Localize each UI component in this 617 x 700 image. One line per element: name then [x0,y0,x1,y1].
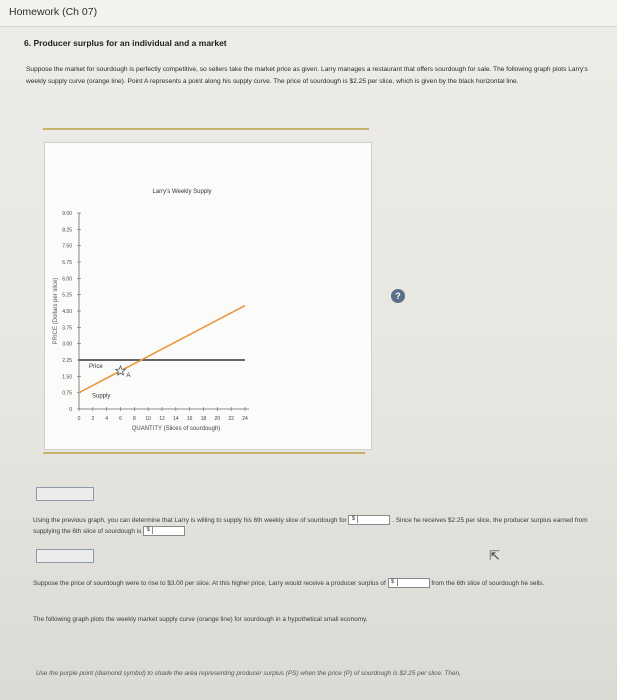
mouse-cursor-icon: ⇱ [489,548,500,563]
point-a-label: A [126,372,131,379]
y-tick-label: 3.00 [62,341,72,348]
y-tick-label: 0.75 [62,390,72,397]
y-tick-labels [62,211,81,413]
check-answer-button[interactable] [36,549,94,563]
price-label: Price [89,364,103,370]
x-tick-label: 2 [91,416,95,422]
grade-it-button[interactable] [36,487,94,501]
x-tick-label: 16 [186,416,193,422]
supply-label: Supply [92,393,111,400]
help-icon[interactable]: ? [391,289,405,303]
y-tick-label: 0 [69,407,72,413]
supply-curve[interactable] [79,306,245,393]
x-tick-label: 12 [159,416,165,422]
part1-willing-price-input[interactable]: $ [348,515,390,525]
x-tick-label: 18 [200,416,207,422]
part2-sentence-a: Suppose the price of sourdough were to rise to $3.00 per slice. At this higher price, Larry would receive a producer surplus of [33,580,386,587]
y-tick-label: 1.50 [62,374,72,381]
x-tick-label: 4 [105,416,109,422]
x-tick-label: 6 [119,416,122,422]
x-tick-label: 8 [132,416,136,422]
chart-title: Larry's Weekly Supply [152,189,212,195]
x-tick-label: 0 [77,416,81,422]
supply-chart[interactable] [45,143,371,449]
y-axis-label: PRICE (Dollars per slice) [53,277,59,345]
y-tick-label: 6.00 [62,276,72,283]
graph-panel[interactable] [44,142,401,450]
x-tick-label: 20 [214,416,221,422]
part1-surplus-input[interactable]: $ [143,526,185,536]
part2-surplus-input[interactable]: $ [388,578,430,588]
x-tick-label: 22 [228,416,234,422]
y-tick-label: 6.75 [62,260,72,266]
y-tick-label: 8.25 [62,227,72,234]
part3-text: The following graph plots the weekly market supply curve (orange line) for sourdough in a hypothetical small economy. [33,616,368,623]
x-tick-label: 24 [242,416,248,422]
top-bar [0,0,617,27]
y-tick-label: 4.50 [62,309,72,315]
y-tick-label: 3.75 [62,325,72,332]
part1-sentence-a: Using the previous graph, you can determine that Larry is willing to supply his 6th weekly slice of sourdough for [33,517,347,524]
x-axis-label: QUANTITY (Slices of sourdough) [131,426,221,432]
part2-sentence-b: from the 6th slice of sourdough he sells. [431,580,545,587]
part4-text: Use the purple point (diamond symbol) to shade the area representing producer surplus (PS) when the price (P) of sourdough is $2.25 per slice. Then, [36,670,461,677]
divider-top [43,128,369,130]
question-prompt: Suppose the market for sourdough is perfectly competitive, so sellers take the market price as given. Larry manages a restaurant that offers sourdough for sale. The following graph plots Larry's weekly supply curve (orange line). Point A represents a point along his supply curve. The price of sourdough is $2.25 per slice, which is given by the black horizontal line. [26,66,588,85]
y-tick-label: 7.50 [62,243,72,250]
part1-sentence-b: . Since he receives $2.25 per slice, the producer surplus earned from supplying the 6th slice of sourdough is [33,517,588,535]
part2-text [33,578,593,589]
y-tick-label: 9.00 [62,211,72,217]
y-tick-label: 2.25 [62,358,72,364]
part1-text [33,515,593,537]
question-title: 6. Producer surplus for an individual and a market [24,38,227,48]
divider-bottom [43,452,365,454]
homework-title: Homework (Ch 07) [9,6,98,18]
x-tick-label: 14 [173,416,179,422]
y-tick-label: 5.25 [62,292,72,299]
x-tick-label: 10 [145,416,151,422]
